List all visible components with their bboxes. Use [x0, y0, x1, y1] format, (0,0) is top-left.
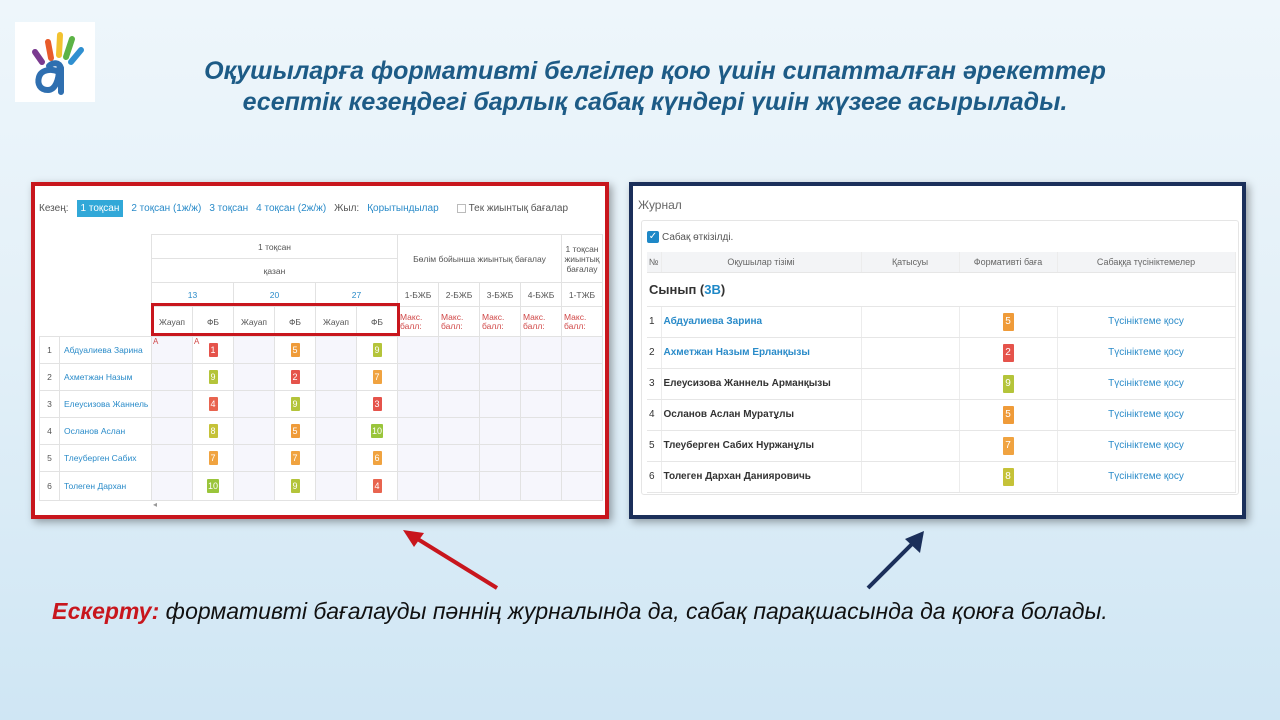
mark-badge[interactable]: 6	[374, 453, 380, 463]
formative-mark-cell[interactable]	[193, 364, 234, 391]
max-score-label: Макс. балл:	[398, 307, 439, 337]
answer-cell[interactable]	[152, 364, 193, 391]
student-name-link[interactable]: Тлеуберген Сабих	[60, 445, 152, 472]
mark-badge[interactable]: 5	[292, 345, 298, 355]
formative-mark-cell[interactable]	[959, 306, 1057, 337]
summative-cell[interactable]	[398, 445, 439, 472]
add-comment-link[interactable]: Түсініктеме қосу	[1057, 306, 1235, 337]
table-row	[647, 337, 1235, 368]
col-type-fb: ФБ	[193, 307, 234, 337]
grades-table	[39, 234, 603, 501]
col-type-fb: ФБ	[357, 307, 398, 337]
summative-cell[interactable]	[562, 472, 603, 501]
student-name-link[interactable]: Абдуалиева Зарина	[60, 337, 152, 364]
day-20-header[interactable]: 20	[234, 283, 316, 307]
formative-mark-cell[interactable]	[275, 472, 316, 501]
formative-mark-cell[interactable]	[357, 391, 398, 418]
answer-cell[interactable]	[316, 364, 357, 391]
summative-only-label: Тек жиынтық бағалар	[468, 202, 569, 214]
student-name[interactable]: Ахметжан Назым Ерланқызы	[661, 337, 861, 368]
add-comment-link[interactable]: Түсініктеме қосу	[1057, 337, 1235, 368]
row-number: 5	[40, 445, 60, 472]
row-number: 3	[40, 391, 60, 418]
add-comment-link[interactable]: Түсініктеме қосу	[1057, 368, 1235, 399]
journal-body	[647, 306, 1235, 492]
table-row	[40, 418, 603, 445]
formative-mark-cell[interactable]	[193, 391, 234, 418]
col-type-answer: Жауап	[152, 307, 193, 337]
answer-cell[interactable]	[316, 472, 357, 501]
student-name[interactable]: Абдуалиева Зарина	[661, 306, 861, 337]
section-summative-header: Бөлім бойынша жиынтық бағалау	[398, 235, 562, 283]
attendance-cell[interactable]	[861, 461, 959, 492]
answer-cell[interactable]	[234, 418, 275, 445]
row-number: 4	[40, 418, 60, 445]
journal-screenshot	[629, 182, 1246, 519]
answer-cell[interactable]	[316, 391, 357, 418]
summative-cell[interactable]	[521, 391, 562, 418]
student-name-link[interactable]: Осланов Аслан	[60, 418, 152, 445]
max-score-label: Макс. балл:	[480, 307, 521, 337]
answer-cell[interactable]	[152, 337, 193, 364]
mark-badge[interactable]: 9	[292, 481, 298, 491]
formative-mark-cell[interactable]	[193, 445, 234, 472]
row-number: 3	[647, 368, 661, 399]
student-name-link[interactable]: Ахметжан Назым	[60, 364, 152, 391]
answer-cell[interactable]	[234, 364, 275, 391]
section-4-header: 4-БЖБ	[521, 283, 562, 307]
title-line-1: Оқушыларға формативті белгілер қою үшін сипатталған әрекеттер	[204, 57, 1106, 85]
max-score-label: Макс. балл:	[562, 307, 603, 337]
formative-mark-cell[interactable]	[275, 337, 316, 364]
answer-cell[interactable]	[234, 445, 275, 472]
summative-cell[interactable]	[521, 445, 562, 472]
summative-cell[interactable]	[562, 445, 603, 472]
mark-badge[interactable]: 1	[210, 345, 216, 355]
period-tab-q1[interactable]: 1 тоқсан	[77, 200, 124, 217]
quarter-header: 1 тоқсан	[152, 235, 398, 259]
mark-badge[interactable]: 10	[371, 426, 382, 436]
mark-badge[interactable]: 2	[292, 372, 298, 382]
summative-cell[interactable]	[398, 391, 439, 418]
mark-badge[interactable]: 5	[1003, 406, 1014, 424]
formative-mark-cell[interactable]	[357, 418, 398, 445]
totals-link[interactable]: Қорытындылар	[367, 202, 439, 214]
logo	[15, 22, 95, 102]
hand-logo-icon	[15, 22, 95, 102]
col-type-fb: ФБ	[275, 307, 316, 337]
class-name[interactable]: 3В	[704, 281, 721, 297]
answer-cell[interactable]	[234, 472, 275, 501]
row-number: 6	[40, 472, 60, 501]
table-row	[40, 364, 603, 391]
attendance-cell[interactable]	[861, 337, 959, 368]
row-number: 4	[647, 399, 661, 430]
col-type-answer: Жауап	[234, 307, 275, 337]
answer-cell[interactable]	[316, 418, 357, 445]
lesson-done-label: Сабақ өткізілді.	[662, 231, 734, 243]
journal-card	[641, 220, 1239, 495]
summative-cell[interactable]	[398, 364, 439, 391]
add-comment-link[interactable]: Түсініктеме қосу	[1057, 461, 1235, 492]
mark-badge[interactable]: 7	[210, 453, 216, 463]
answer-cell[interactable]	[234, 337, 275, 364]
answer-cell[interactable]	[152, 472, 193, 501]
attendance-cell[interactable]	[861, 430, 959, 461]
grades-body	[40, 337, 603, 501]
add-comment-link[interactable]: Түсініктеме қосу	[1057, 430, 1235, 461]
day-13-header[interactable]: 13	[152, 283, 234, 307]
check-icon[interactable]: ✓	[648, 231, 658, 242]
scroll-left-arrow-icon[interactable]: ◂	[153, 500, 158, 509]
formative-mark-cell[interactable]	[275, 418, 316, 445]
absent-marker: A	[194, 337, 200, 346]
navy-arrow-icon	[868, 531, 924, 588]
formative-mark-cell[interactable]	[275, 445, 316, 472]
student-name-link[interactable]: Елеусизова Жаннель	[60, 391, 152, 418]
summative-cell[interactable]	[562, 337, 603, 364]
formative-mark-cell[interactable]	[959, 399, 1057, 430]
summative-cell[interactable]	[439, 445, 480, 472]
class-heading: Сынып (3В)	[647, 272, 1235, 306]
formative-mark-cell[interactable]	[959, 337, 1057, 368]
summative-cell[interactable]	[439, 418, 480, 445]
mark-badge[interactable]: 9	[292, 399, 298, 409]
mark-badge[interactable]: 9	[210, 372, 216, 382]
highlight-frame	[151, 303, 400, 336]
summative-cell[interactable]	[439, 337, 480, 364]
row-number: 2	[40, 364, 60, 391]
table-row	[40, 445, 603, 472]
quarter-summative-header: 1 тоқсан жиынтық бағалау	[562, 235, 603, 283]
day-27-header[interactable]: 27	[316, 283, 398, 307]
answer-cell[interactable]	[152, 445, 193, 472]
summative-cell[interactable]	[439, 391, 480, 418]
row-number: 2	[647, 337, 661, 368]
summative-cell[interactable]	[398, 418, 439, 445]
answer-cell[interactable]	[316, 445, 357, 472]
mark-badge[interactable]: 9	[1003, 375, 1014, 393]
absent-marker: A	[153, 337, 159, 346]
summative-cell[interactable]	[480, 391, 521, 418]
note-label: Ескерту:	[52, 598, 160, 624]
note-body: формативті бағалауды пәннің журналында да, сабақ парақшасында да қоюға болады.	[159, 598, 1108, 624]
title-line-2: есептік кезеңдегі барлық сабақ күндері үшін жүзеге асырылады.	[242, 88, 1068, 116]
summative-cell[interactable]	[439, 364, 480, 391]
table-row	[40, 391, 603, 418]
col-header-comments: Сабаққа түсініктемелер	[1057, 252, 1235, 272]
journal-table	[647, 252, 1236, 493]
col-header-formative: Формативті баға	[959, 252, 1057, 272]
mark-badge[interactable]: 5	[292, 426, 298, 436]
table-row	[647, 430, 1235, 461]
period-tab-q4[interactable]: 4 тоқсан (2ж/ж)	[256, 202, 327, 214]
section-1-header: 1-БЖБ	[398, 283, 439, 307]
answer-cell[interactable]	[152, 418, 193, 445]
col-header-attendance: Қатысуы	[861, 252, 959, 272]
lesson-done-control[interactable]	[647, 231, 733, 243]
max-score-label: Макс. балл:	[521, 307, 562, 337]
table-row	[40, 337, 603, 364]
row-number: 1	[647, 306, 661, 337]
class-label: Сынып	[649, 281, 697, 297]
summative-cell[interactable]	[439, 472, 480, 501]
note-text	[52, 596, 1202, 627]
mark-badge[interactable]: 10	[207, 481, 218, 491]
journal-title: Журнал	[638, 198, 682, 212]
summative-cell[interactable]	[480, 337, 521, 364]
formative-mark-cell[interactable]	[275, 364, 316, 391]
formative-mark-cell[interactable]	[357, 445, 398, 472]
attendance-cell[interactable]	[861, 306, 959, 337]
student-name: Осланов Аслан Муратұлы	[661, 399, 861, 430]
answer-cell[interactable]	[152, 391, 193, 418]
summative-cell[interactable]	[480, 472, 521, 501]
gradebook-screenshot	[31, 182, 609, 519]
summative-cell[interactable]	[562, 364, 603, 391]
add-comment-link[interactable]: Түсініктеме қосу	[1057, 399, 1235, 430]
row-number: 1	[40, 337, 60, 364]
answer-cell[interactable]	[316, 337, 357, 364]
slide-title	[150, 56, 1160, 118]
summative-only-checkbox[interactable]	[457, 204, 466, 213]
summative-cell[interactable]	[562, 418, 603, 445]
summative-cell[interactable]	[480, 418, 521, 445]
attendance-cell[interactable]	[861, 368, 959, 399]
formative-mark-cell[interactable]	[959, 368, 1057, 399]
max-score-label: Макс. балл:	[439, 307, 480, 337]
mark-badge[interactable]: 8	[210, 426, 216, 436]
summative-cell[interactable]	[521, 418, 562, 445]
formative-mark-cell[interactable]	[357, 337, 398, 364]
formative-mark-cell[interactable]	[959, 461, 1057, 492]
student-name: Тлеуберген Сабих Нуржанұлы	[661, 430, 861, 461]
summative-cell[interactable]	[521, 472, 562, 501]
answer-cell[interactable]	[234, 391, 275, 418]
formative-mark-cell[interactable]	[357, 472, 398, 501]
row-number: 5	[647, 430, 661, 461]
student-name: Елеусизова Жаннель Арманқызы	[661, 368, 861, 399]
col-type-answer: Жауап	[316, 307, 357, 337]
summative-cell[interactable]	[562, 391, 603, 418]
formative-mark-cell[interactable]	[193, 472, 234, 501]
quarter-total-header: 1-ТЖБ	[562, 283, 603, 307]
table-row	[647, 368, 1235, 399]
student-name: Толеген Дархан Данияровичь	[661, 461, 861, 492]
period-label: Кезең:	[39, 202, 69, 214]
period-tab-q2[interactable]: 2 тоқсан (1ж/ж)	[131, 202, 202, 214]
mark-badge[interactable]: 8	[1003, 468, 1014, 486]
mark-badge[interactable]: 4	[374, 481, 380, 491]
mark-badge[interactable]: 9	[374, 345, 380, 355]
table-row	[647, 399, 1235, 430]
formative-mark-cell[interactable]	[357, 364, 398, 391]
year-label: Жыл:	[334, 202, 360, 214]
period-filter-bar	[39, 196, 576, 220]
col-header-students: Оқушылар тізімі	[661, 252, 861, 272]
mark-badge[interactable]: 5	[1003, 313, 1014, 331]
month-header: қазан	[152, 259, 398, 283]
table-row	[40, 472, 603, 501]
mark-badge[interactable]: 7	[1003, 437, 1014, 455]
formative-mark-cell[interactable]	[193, 418, 234, 445]
formative-mark-cell[interactable]	[193, 337, 234, 364]
mark-badge[interactable]: 7	[292, 453, 298, 463]
mark-badge[interactable]: 4	[210, 399, 216, 409]
section-3-header: 3-БЖБ	[480, 283, 521, 307]
row-number: 6	[647, 461, 661, 492]
mark-badge[interactable]: 2	[1003, 344, 1014, 362]
mark-badge[interactable]: 7	[374, 372, 380, 382]
summative-cell[interactable]	[521, 364, 562, 391]
table-row	[647, 306, 1235, 337]
formative-mark-cell[interactable]	[959, 430, 1057, 461]
formative-mark-cell[interactable]	[275, 391, 316, 418]
col-header-number: №	[647, 252, 661, 272]
summative-cell[interactable]	[398, 472, 439, 501]
table-row	[647, 461, 1235, 492]
student-name-link[interactable]: Толеген Дархан	[60, 472, 152, 501]
red-arrow-icon	[403, 530, 497, 588]
summative-cell[interactable]	[398, 337, 439, 364]
summative-cell[interactable]	[480, 445, 521, 472]
attendance-cell[interactable]	[861, 399, 959, 430]
summative-cell[interactable]	[521, 337, 562, 364]
period-tab-q3[interactable]: 3 тоқсан	[209, 202, 249, 214]
mark-badge[interactable]: 3	[374, 399, 380, 409]
section-2-header: 2-БЖБ	[439, 283, 480, 307]
summative-cell[interactable]	[480, 364, 521, 391]
